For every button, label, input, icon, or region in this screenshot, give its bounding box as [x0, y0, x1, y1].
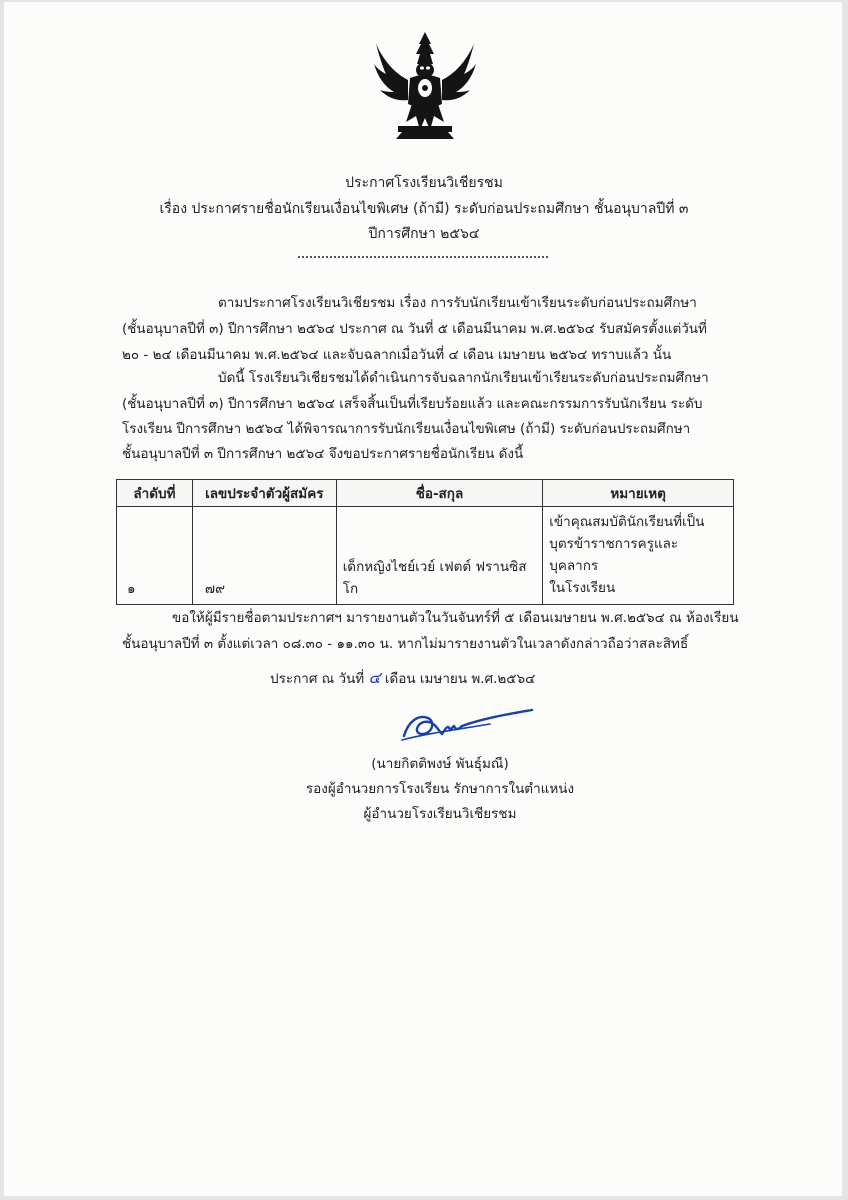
- paragraph-2-line-1: บัดนี้ โรงเรียนวิเชียรชมได้ดำเนินการจับฉลากนักเรียนเข้าเรียนระดับก่อนประถมศึกษา: [218, 370, 709, 386]
- announce-date: [270, 666, 535, 691]
- academic-year: ปีการศึกษา ๒๕๖๔: [368, 226, 480, 242]
- signatory-position-1: รองผู้อำนวยการโรงเรียน รักษาการในตำแหน่ง: [305, 781, 575, 797]
- paragraph-1-line-3: ๒๐ - ๒๔ เดือนมีนาคม พ.ศ.๒๕๖๔ และจับฉลากเมื่อวันที่ ๔ เดือน เมษายน ๒๕๖๔ ทราบแล้ว นั้น: [122, 347, 672, 363]
- header-remark: หมายเหตุ: [543, 480, 734, 507]
- announce-prefix: ประกาศ ณ วันที่: [270, 671, 365, 687]
- notice-line-2: ชั้นอนุบาลปีที่ ๓ ตั้งแต่เวลา ๐๘.๓๐ - ๑๑.๓๐ น. หากไม่มารายงานตัวในเวลาดังกล่าวถือว่าสละสิทธิ์: [122, 636, 689, 652]
- remark-line-1: เข้าคุณสมบัตินักเรียนที่เป็น: [549, 514, 705, 530]
- announce-day-handwritten: ๔: [368, 668, 381, 687]
- remark-line-3: ในโรงเรียน: [549, 580, 616, 596]
- header-applicant-id: เลขประจำตัวผู้สมัคร: [192, 480, 336, 507]
- paragraph-1-line-1: ตามประกาศโรงเรียนวิเชียรชม เรื่อง การรับนักเรียนเข้าเรียนระดับก่อนประถมศึกษา: [218, 295, 697, 311]
- handwritten-signature: [394, 700, 534, 748]
- header-order-no: ลำดับที่: [117, 480, 193, 507]
- paragraph-2-line-3: โรงเรียน ปีการศึกษา ๒๕๖๔ ได้พิจารณาการรับนักเรียนเงื่อนไขพิเศษ (ถ้ามี) ระดับก่อนประถมศึกษา: [122, 421, 691, 437]
- announce-suffix: เดือน เมษายน พ.ศ.๒๕๖๔: [384, 671, 536, 687]
- remark-line-2: บุตรข้าราชการครูและบุคลากร: [549, 536, 679, 574]
- header-full-name: ชื่อ-สกุล: [336, 480, 543, 507]
- student-list-table: [116, 479, 734, 605]
- cell-order-no: ๑: [117, 507, 193, 605]
- announcement-subject: เรื่อง ประกาศรายชื่อนักเรียนเงื่อนไขพิเศษ (ถ้ามี) ระดับก่อนประถมศึกษา ชั้นอนุบาลปีที่ ๓: [159, 201, 689, 217]
- cell-full-name: เด็กหญิงไชย์เวย์ เฟตต์ ฟรานซิสโก: [336, 507, 543, 605]
- table-header-row: [117, 480, 734, 507]
- cell-applicant-id: ๗๙: [192, 507, 336, 605]
- notice-line-1: ขอให้ผู้มีรายชื่อตามประกาศฯ มารายงานตัวในวันจันทร์ที่ ๕ เดือนเมษายน พ.ศ.๒๕๖๔ ณ ห้องเรียน: [172, 610, 739, 626]
- garuda-emblem-icon: [372, 30, 478, 140]
- cell-remark: [543, 507, 734, 605]
- signatory-position-2: ผู้อำนวยโรงเรียนวิเชียรชม: [363, 806, 517, 822]
- table-row: [117, 507, 734, 605]
- paragraph-2-line-2: (ชั้นอนุบาลปีที่ ๓) ปีการศึกษา ๒๕๖๔ เสร็จสิ้นเป็นที่เรียบร้อยแล้ว และคณะกรรมการรับนักเรียน ระดับ: [122, 396, 703, 412]
- dotted-divider: [298, 256, 548, 258]
- announcement-title: ประกาศโรงเรียนวิเชียรชม: [345, 175, 503, 191]
- paragraph-1-line-2: (ชั้นอนุบาลปีที่ ๓) ปีการศึกษา ๒๕๖๔ ประกาศ ณ วันที่ ๕ เดือนมีนาคม พ.ศ.๒๕๖๔ รับสมัครตั้งแต่วันที่: [122, 321, 707, 337]
- signatory-name: (นายกิตติพงษ์ พันธุ์มณี): [371, 756, 509, 772]
- paragraph-2-line-4: ชั้นอนุบาลปีที่ ๓ ปีการศึกษา ๒๕๖๔ จึงขอประกาศรายชื่อนักเรียน ดังนี้: [122, 446, 524, 462]
